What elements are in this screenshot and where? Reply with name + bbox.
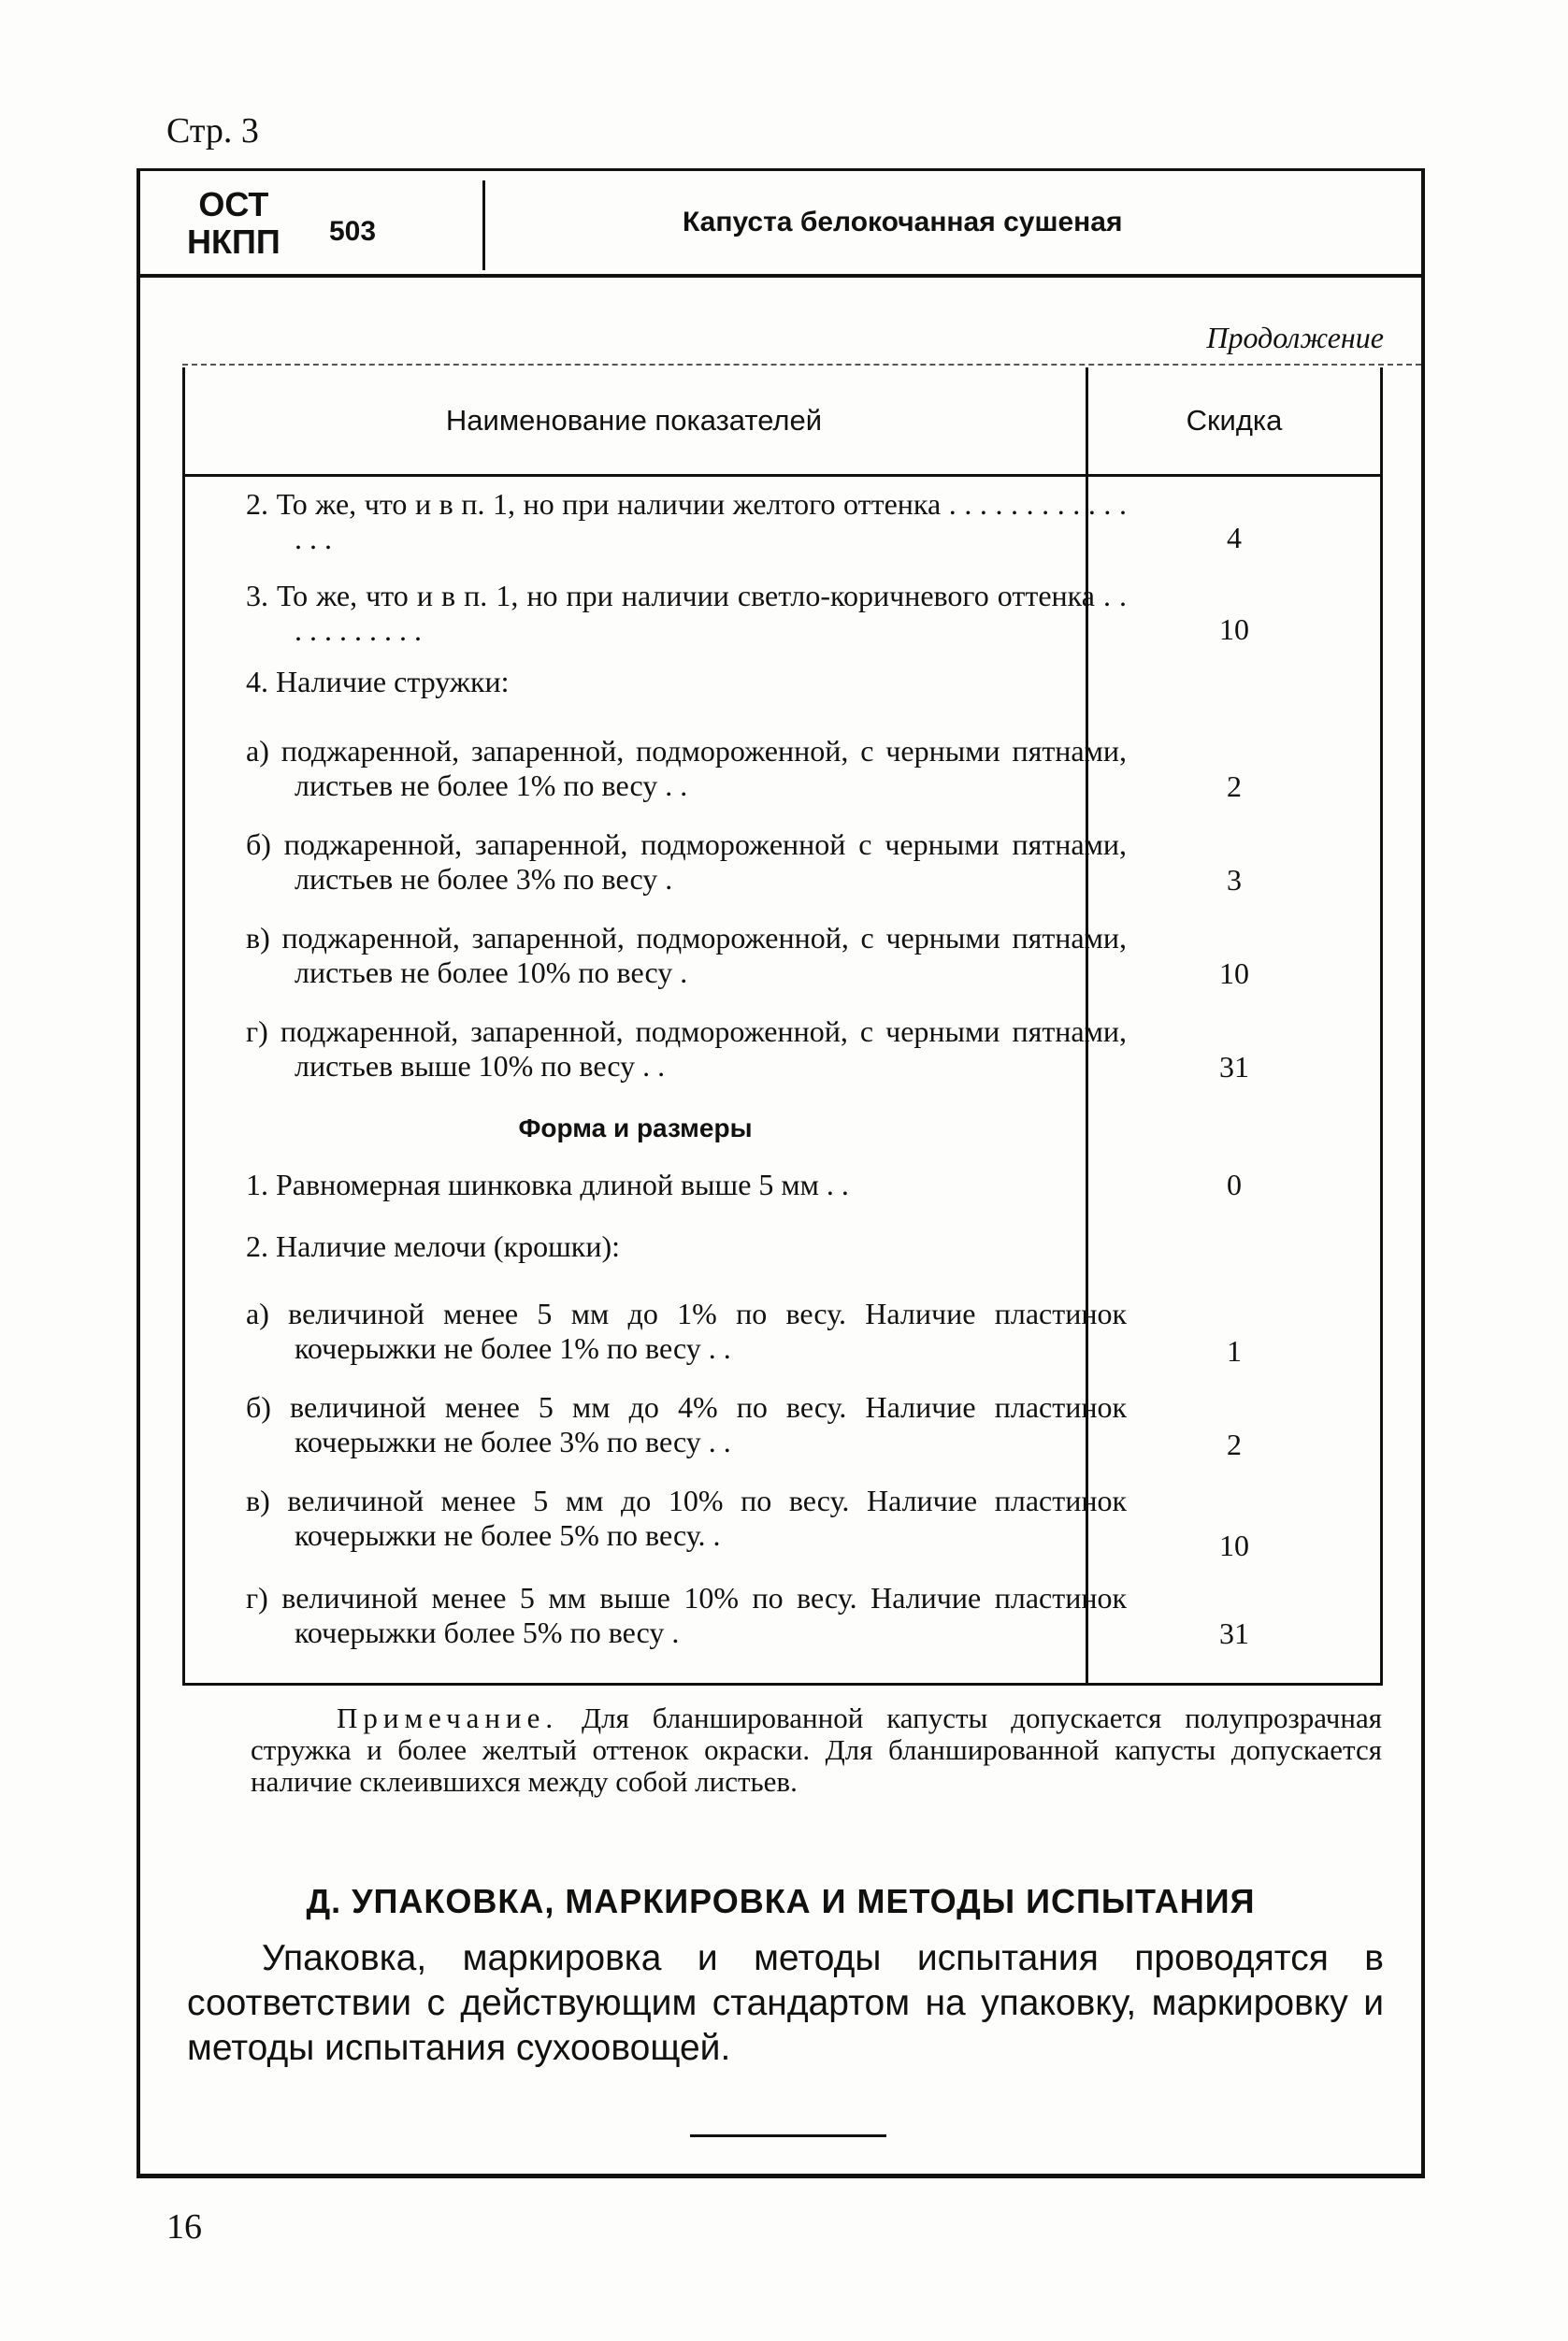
note-label: Примечание. [337, 1702, 559, 1734]
table-row: в) величиной менее 5 мм до 10% по весу. Наличие пластинок кочерыжки не более 5% по весу. . [246, 1484, 1127, 1552]
document-title: Капуста белокочанная сушеная [683, 207, 1123, 237]
document-frame [137, 168, 1425, 2178]
header-rule [185, 474, 1380, 477]
table-row: а) величиной менее 5 мм до 1% по весу. Наличие пластинок кочерыжки не более 1% по весу . . [246, 1297, 1127, 1365]
table-row-value: 2 [1227, 769, 1242, 803]
table-row: в) поджаренной, запаренной, подмороженной, с черными пятнами, листьев не более 10% по весу . [246, 921, 1127, 989]
note-text: Для бланшированной капусты допускается полупрозрачная стружка и более желтый оттенок окраски. Для бланшированной капусты допускается наличие склеившихся между собой листьев. [251, 1702, 1382, 1798]
table-row-value: 10 [1219, 956, 1249, 990]
section-d-body: Упаковка, маркировка и методы испытания проводятся в соответствии с действующим стандартом на упаковку, маркировку и методы испытания сухоовощей. [187, 1938, 1384, 2068]
table-row: 2. То же, что и в п. 1, но при наличии желтого оттенка . . . . . . . . . . . . . . . [246, 487, 1127, 555]
page-label: Стр. 3 [166, 111, 259, 151]
note-paragraph [251, 1702, 1382, 1798]
continuation-label: Продолжение [1206, 321, 1384, 354]
standard-number: 503 [329, 216, 377, 247]
table-row-value: 10 [1219, 612, 1249, 646]
table-row: а) поджаренной, запаренной, подмороженной, с черными пятнами, листьев не более 1% по весу . . [246, 734, 1127, 802]
continuation-rule [182, 364, 1421, 366]
table-row-value: 2 [1227, 1428, 1242, 1461]
table-row: б) величиной менее 5 мм до 4% по весу. Наличие пластинок кочерыжки не более 3% по весу . . [246, 1390, 1127, 1458]
standard-code [187, 186, 281, 261]
end-rule [690, 2134, 886, 2137]
table-row: г) поджаренной, запаренной, подмороженной, с черными пятнами, листьев выше 10% по весу . . [246, 1014, 1127, 1083]
table-row-value: 31 [1219, 1050, 1249, 1084]
table-row-value: 4 [1227, 521, 1242, 554]
section-form-heading: Форма и размеры [518, 1113, 753, 1142]
table-row: 4. Наличие стружки: [246, 665, 510, 698]
page-number: 16 [166, 2207, 202, 2247]
column-header-discount: Скидка [1186, 404, 1283, 437]
table-row: 1. Равномерная шинковка длиной выше 5 мм . . [246, 1168, 849, 1201]
standard-header [140, 171, 1421, 278]
table-row: 3. То же, что и в п. 1, но при наличии светло-коричневого оттенка . . . . . . . . . . . [246, 579, 1127, 647]
table-row-value: 10 [1219, 1529, 1249, 1562]
table-row-value: 0 [1227, 1168, 1242, 1201]
table-row: б) поджаренной, запаренной, подмороженной с черными пятнами, листьев не более 3% по весу . [246, 827, 1127, 896]
table-row-value: 3 [1227, 863, 1242, 897]
discount-table [182, 367, 1383, 1686]
table-row-value: 1 [1227, 1334, 1242, 1368]
standard-code-line1: ОСТ [198, 185, 269, 223]
section-d-title: Д. УПАКОВКА, МАРКИРОВКА И МЕТОДЫ ИСПЫТАНИЯ [306, 1882, 1256, 1920]
table-row-value: 31 [1219, 1616, 1249, 1650]
table-row: 2. Наличие мелочи (крошки): [246, 1229, 620, 1263]
column-header-indicators: Наименование показателей [445, 404, 823, 437]
standard-code-line2: НКПП [187, 223, 281, 261]
header-divider [482, 180, 485, 270]
table-row: г) величиной менее 5 мм выше 10% по весу. Наличие пластинок кочерыжки более 5% по весу . [246, 1581, 1127, 1649]
